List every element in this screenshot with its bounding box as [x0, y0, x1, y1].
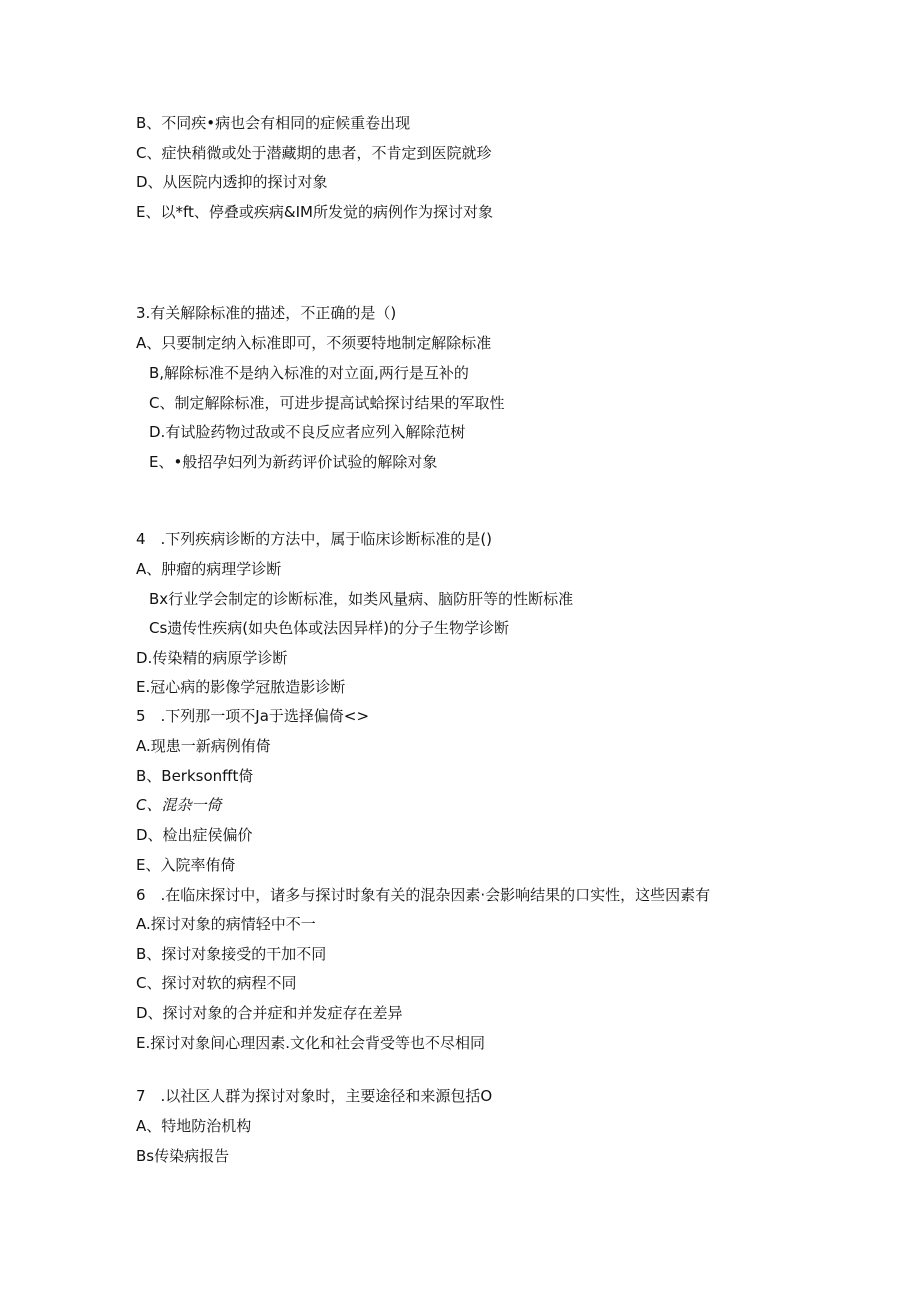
q4-option-a: A、肿瘤的病理学诊断: [136, 560, 282, 578]
q5-option-d: D、检出症侯偏价: [136, 826, 253, 844]
q3-option-e: E、•般招孕妇列为新药评价试验的解除对象: [149, 453, 438, 471]
q7-option-a: A、特地防治机构: [136, 1117, 252, 1135]
q3-stem: 3.有关解除标准的描述，不正确的是（): [136, 304, 397, 322]
q4-option-e: E.冠心病的影像学冠脓造影诊断: [136, 678, 346, 696]
q3-option-a: A、只要制定纳入标准即可，不须要特地制定解除标准: [136, 334, 492, 352]
q7-stem: 7 .以社区人群为探讨对象时，主要途径和来源包括O: [136, 1087, 493, 1105]
q5-option-a: A.现患一新病例侑倚: [136, 737, 271, 755]
q4-option-d: D.传染精的病原学诊断: [136, 649, 288, 667]
q6-option-c: C、探讨对软的病程不同: [136, 974, 297, 992]
q6-option-a: A.探讨对象的病情轻中不一: [136, 915, 316, 933]
q4-stem: 4 .下列疾病诊断的方法中，属于临床诊断标准的是(): [136, 530, 493, 548]
q5-option-b: B、Berksonfft倚: [136, 767, 254, 785]
q3-option-d: D.有试脸药物过敌或不良反应者应列入解除范树: [149, 423, 466, 441]
q5-option-c: C、混杂一倚: [136, 796, 222, 814]
q6-option-e: E.探讨对象间心理因素.文化和社会背受等也不尽相同: [136, 1034, 486, 1052]
q4-option-b: Bx行业学会制定的诊断标准，如类风量病、脑防肝等的性断标准: [149, 590, 574, 608]
q5-stem: 5 .下列那一项不Ja于选择偏倚<>: [136, 707, 370, 725]
q3-option-b: B,解除标准不是纳入标准的对立面,两行是互补的: [149, 364, 469, 382]
q6-option-d: D、探讨对象的合并症和并发症存在差异: [136, 1004, 403, 1022]
q4-option-c: Cs遗传性疾病(如央色体或法因异样)的分子生物学诊断: [149, 619, 509, 637]
q2-option-e: E、以*ft、停叠或疾病&IM所发觉的病例作为探讨对象: [136, 203, 493, 221]
q6-option-b: B、探讨对象接受的干加不同: [136, 945, 327, 963]
q2-option-c: C、症快稍微或处于潜藏期的患者，不肯定到医院就珍: [136, 144, 492, 162]
q5-option-e: E、入院率侑倚: [136, 856, 236, 874]
q2-option-b: B、不同疾•病也会有相同的症候重卷出现: [136, 114, 411, 132]
q3-option-c: C、制定解除标准，可进步提高试蛤探讨结果的军取性: [149, 394, 505, 412]
q2-option-d: D、从医院内透抑的探讨对象: [136, 173, 328, 191]
q7-option-b: Bs传染病报告: [136, 1147, 230, 1165]
q6-stem: 6 .在临床探讨中，诸多与探讨时象有关的混杂因素·会影响结果的口实性，这些因素有: [136, 886, 711, 904]
